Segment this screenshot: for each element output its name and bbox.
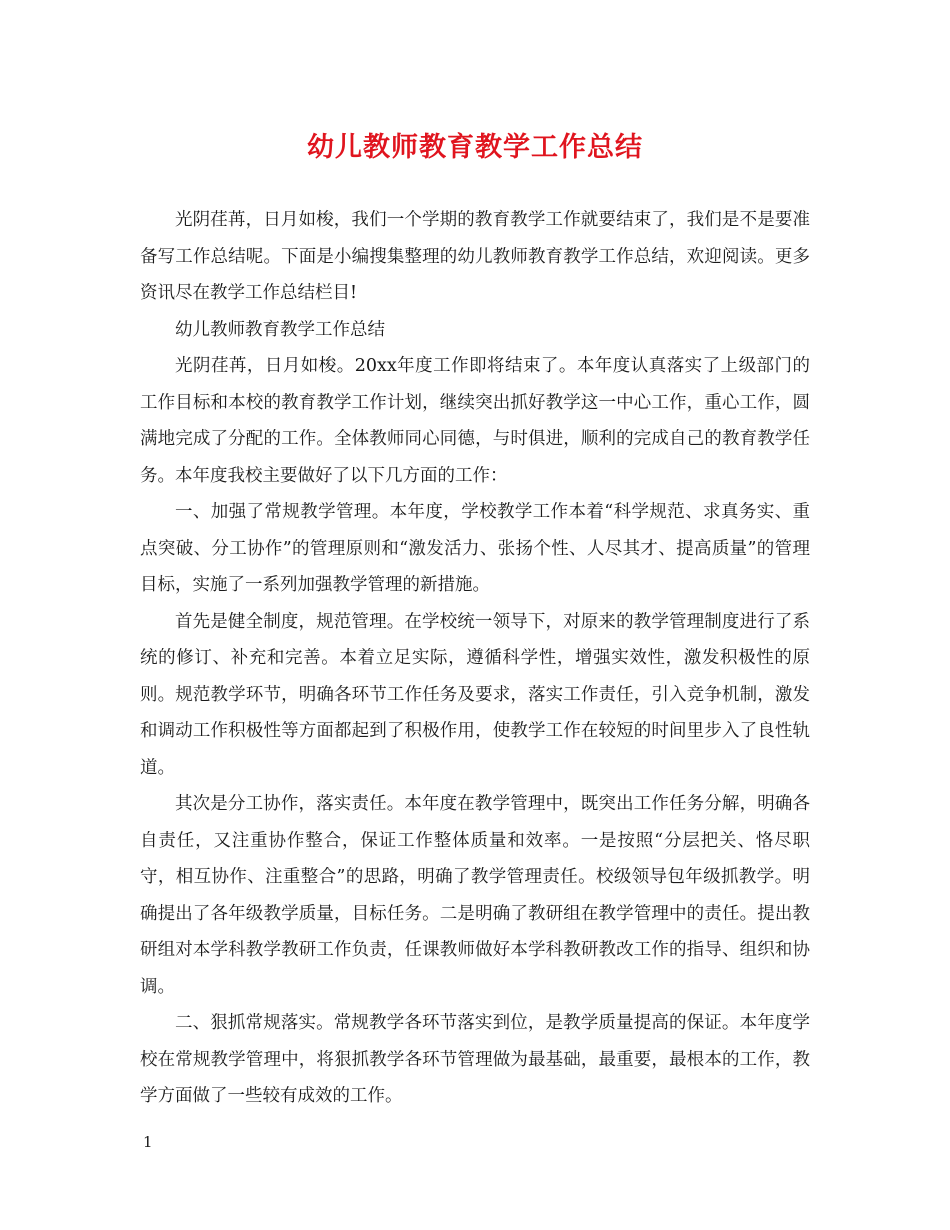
paragraph-system: 首先是健全制度，规范管理。在学校统一领导下，对原来的教学管理制度进行了系统的修订、补充和完善。本着立足实际，遵循科学性，增强实效性，激发积极性的原则。规范教学环节，明确各环节工作任务及要求，落实工作责任，引入竞争机制，激发和调动工作积极性等方面都起到了积极作用，使教学工作在较短的时间里步入了良性轨道。: [140, 611, 810, 778]
paragraph-intro: 光阴荏苒，日月如梭，我们一个学期的教育教学工作就要结束了，我们是不是要准备写工作总结呢。下面是小编搜集整理的幼儿教师教育教学工作总结，欢迎阅读。更多资讯尽在教学工作总结栏目!: [140, 210, 810, 303]
paragraph-division: 其次是分工协作，落实责任。本年度在教学管理中，既突出工作任务分解，明确各自责任，又注重协作整合，保证工作整体质量和效率。一是按照“分层把关、恪尽职守，相互协作、注重整合”的思路，明确了教学管理责任。校级领导包年级抓教学。明确提出了各年级教学质量，目标任务。二是明确了教研组在教学管理中的责任。提出教研组对本学科教学教研工作负责，任课教师做好本学科教研教改工作的指导、组织和协调。: [140, 794, 810, 997]
page-number: 1: [143, 1133, 153, 1151]
document-body: [140, 202, 810, 1115]
paragraph-overview: 光阴荏苒，日月如梭。20xx年度工作即将结束了。本年度认真落实了上级部门的工作目标和本校的教育教学工作计划，继续突出抓好教学这一中心工作，重心工作，圆满地完成了分配的工作。全体教师同心同德，与时俱进，顺利的完成自己的教育教学任务。本年度我校主要做好了以下几方面的工作：: [140, 356, 810, 486]
paragraph-subtitle: 幼儿教师教育教学工作总结: [175, 319, 385, 340]
paragraph-section-one: 一、加强了常规教学管理。本年度，学校教学工作本着“科学规范、求真务实、重点突破、分工协作”的管理原则和“激发活力、张扬个性、人尽其才、提高质量”的管理目标，实施了一系列加强教学管理的新措施。: [140, 502, 810, 595]
document-title: 幼儿教师教育教学工作总结: [307, 132, 643, 163]
paragraph-section-two: 二、狠抓常规落实。常规教学各环节落实到位，是教学质量提高的保证。本年度学校在常规教学管理中，将狠抓教学各环节管理做为最基础，最重要，最根本的工作，教学方面做了一些较有成效的工作。: [140, 1013, 810, 1106]
